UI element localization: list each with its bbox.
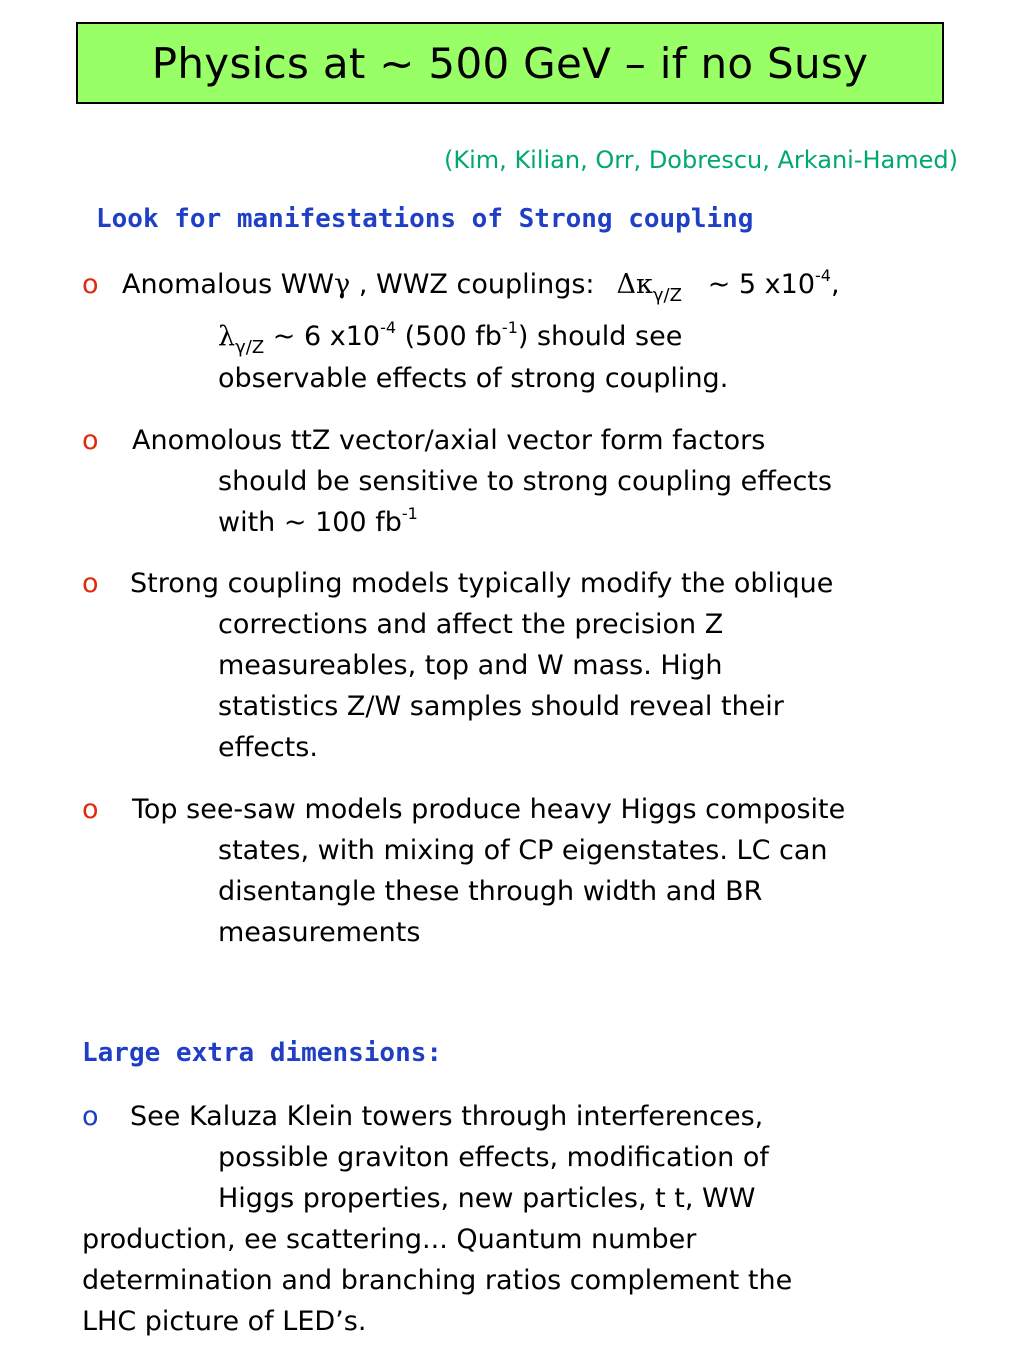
bullet-line: Higgs properties, new particles, t t, WW [218,1183,756,1214]
bullet-line: determination and branching ratios complement the [82,1265,793,1296]
bullet-line: possible graviton effects, modification of [218,1142,769,1173]
bullet-line: Strong coupling models typically modify the oblique [130,568,834,599]
bullet-marker: o [82,425,99,456]
bullet-line: with ~ 100 $fb^{-1}$ [218,504,418,538]
bullet-line: production, ee scattering... Quantum number [82,1224,697,1255]
section-heading-strong-coupling: Look for manifestations of Strong coupling [96,204,754,234]
section-heading-extra-dimensions: Large extra dimensions: [82,1038,443,1068]
slide-title: Physics at ~ 500 GeV – if no Susy [151,38,869,88]
bullet-line: disentangle these through width and BR [218,876,763,907]
bullet-line: Top see-saw models produce heavy Higgs composite [132,794,846,825]
bullet-marker: o [82,269,99,300]
bullet-line: corrections and affect the precision Z [218,609,724,640]
bullet-line: LHC picture of LED’s. [82,1306,367,1337]
bullet-line: Anomolous ttZ vector/axial vector form factors [132,425,766,456]
bullet-line: should be sensitive to strong coupling effects [218,466,832,497]
bullet-line: Anomalous WWγ , WWZ couplings: $\Delta\kappa_{\gamma/Z}$ ~ 5 $x10^{-4}$, [122,266,840,306]
bullet-line: See Kaluza Klein towers through interferences, [130,1101,764,1132]
bullet-marker: o [82,794,99,825]
bullet-line: statistics Z/W samples should reveal their [218,691,784,722]
bullet-line: observable effects of strong coupling. [218,363,729,394]
bullet-line: effects. [218,732,318,763]
bullet-line: $\lambda_{\gamma/Z}$ ~ 6 $x10^{-4}$ (500 $fb^{-1}$) should see [218,318,683,358]
bullet-marker: o [82,1101,99,1132]
bullet-line: measureables, top and W mass. High [218,650,723,681]
bullet-line: states, with mixing of CP eigenstates. LC can [218,835,828,866]
author-credits: (Kim, Kilian, Orr, Dobrescu, Arkani-Hamed) [444,146,958,174]
slide-title-box [76,22,944,104]
bullet-line: measurements [218,917,421,948]
bullet-marker: o [82,568,99,599]
